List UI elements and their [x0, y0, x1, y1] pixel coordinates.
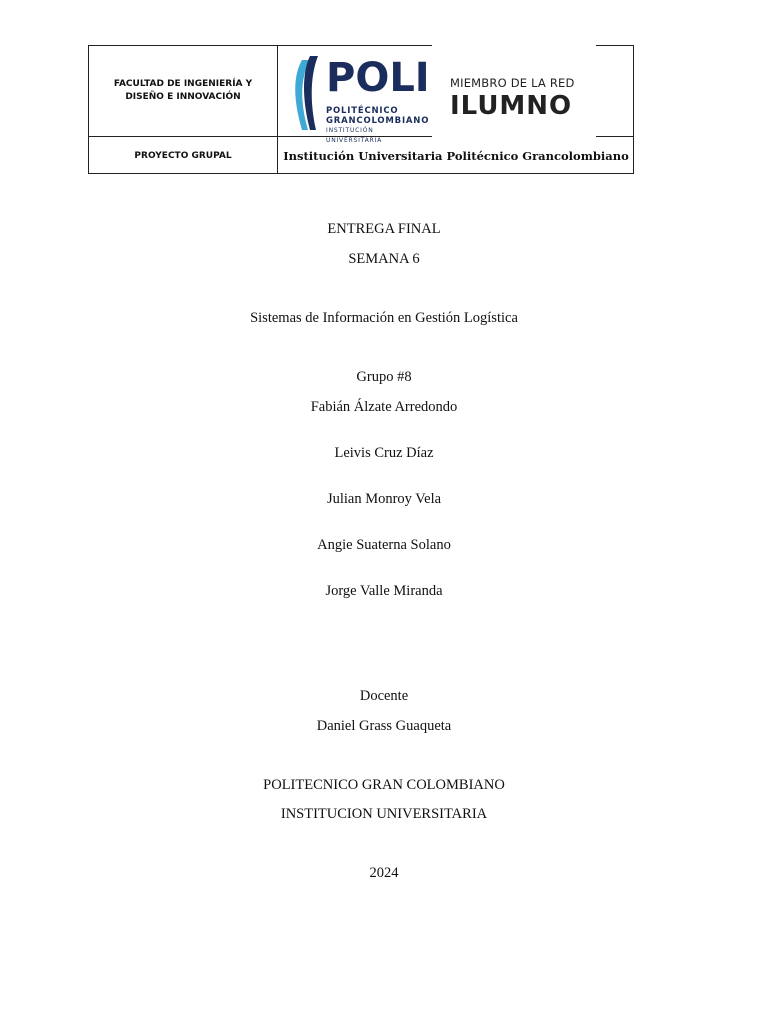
institution-cell [278, 137, 634, 174]
faculty-cell [89, 46, 278, 137]
ilumno-member-text: MIEMBRO DE LA RED [450, 76, 575, 90]
course-name: Sistemas de Información en Gestión Logística [250, 310, 518, 326]
teacher-label: Docente [359, 688, 409, 704]
university-line-1: POLITECNICO GRAN COLOMBIANO [263, 777, 505, 793]
member-name: Jorge Valle Miranda [325, 583, 443, 599]
group-label: Grupo #8 [356, 369, 412, 385]
member-name: Angie Suaterna Solano [317, 537, 451, 553]
poli-line-2: GRANCOLOMBIANO [326, 116, 430, 126]
ilumno-wordmark: ILUMNO [450, 91, 573, 121]
institution-name: Institución Universitaria Politécnico Grancolombiano [283, 148, 629, 163]
delivery-title: ENTREGA FINAL [327, 221, 441, 237]
poli-wordmark: POLI [326, 55, 430, 101]
project-type: PROYECTO GRUPAL [134, 150, 232, 161]
poli-line-3: INSTITUCIÓN UNIVERSITARIA [326, 127, 383, 144]
week-label: SEMANA 6 [348, 251, 420, 267]
member-name: Leivis Cruz Díaz [334, 445, 434, 461]
header-table [88, 45, 634, 174]
logo-cell [278, 46, 634, 144]
faculty-name: FACULTAD DE INGENIERÍA Y DISEÑO E INNOVACIÓN [113, 79, 253, 102]
teacher-name: Daniel Grass Guaqueta [316, 718, 452, 734]
year: 2024 [369, 865, 399, 881]
university-line-2: INSTITUCION UNIVERSITARIA [280, 806, 488, 822]
ilumno-logo [450, 76, 600, 121]
project-cell [89, 137, 278, 174]
poli-logo [288, 54, 430, 144]
poli-line-1: POLITÉCNICO [326, 106, 399, 116]
member-name: Fabián Álzate Arredondo [310, 399, 458, 415]
poli-emblem-icon [288, 54, 322, 134]
member-name: Julian Monroy Vela [326, 491, 442, 507]
